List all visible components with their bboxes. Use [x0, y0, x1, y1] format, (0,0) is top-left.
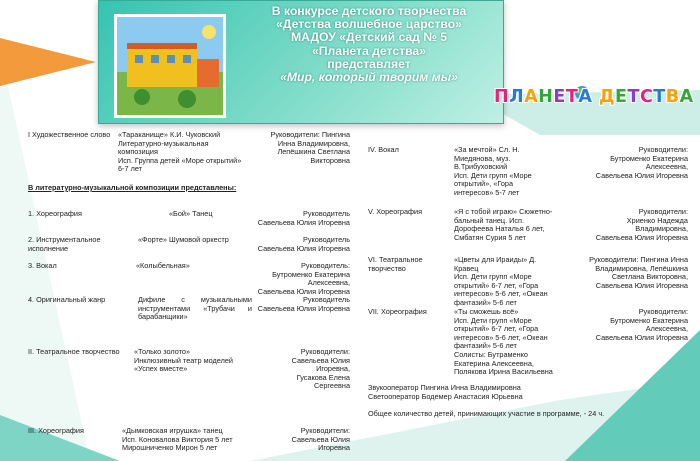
item-7-leader: Руководители: Бутроменко Екатерина Алексеевна, Савельева Юлия Игоревна	[595, 307, 688, 342]
item-1-work: «Тараканище» К.И. Чуковский Литературно-музыкальная композиция Исп. Группа детей «Море открытий» 6-7 лет	[118, 130, 242, 174]
sub-4-work: Дифиле с музыкальными инструментами «Трубачи и барабанщики»	[138, 295, 252, 322]
item-6-number: VI. Театральное творчество	[368, 255, 423, 273]
sub-4-number: 4. Оригинальный жанр	[28, 295, 106, 304]
sub-1-work: «Бой» Танец	[169, 209, 213, 218]
banner-line-2: «Детства волшебное царство»	[276, 17, 462, 32]
sub-4-leader: Руководитель Савельева Юлия Игоревна	[257, 295, 350, 313]
composition-heading: В литературно-музыкальной композиции представлены:	[28, 183, 237, 192]
item-2-number: II. Театральное творчество	[28, 347, 120, 356]
crew-credits: Звукооператор Пингина Инна Владимировна Светооператор Бодемер Анастасия Юрьевна	[368, 383, 523, 401]
sub-2-leader: Руководитель Савельева Юлия Игоревна	[257, 235, 350, 253]
item-5-work: «Я с тобой играю» Сюжетно- бальный танец. Исп. Дорофеева Наталья 6 лет, Смбатян Сурия 5 лет	[454, 207, 553, 242]
item-3-number: III. Хореография	[28, 426, 84, 435]
planeta-detstva-logo	[484, 82, 694, 112]
sub-2-work: «Форте» Шумовой оркестр	[138, 235, 229, 244]
banner-subtitle: «Мир, который творим мы»	[280, 70, 458, 85]
banner-title	[239, 5, 499, 84]
banner-line-1: В конкурсе детского творчества	[271, 4, 467, 18]
item-1-leader: Руководители: Пингина Инна Владимировна, Лепёшкина Светлана Викторовна	[270, 130, 350, 165]
sub-3-work: «Колыбельная»	[136, 261, 190, 270]
item-3-leader: Руководители: Савельева Юлия Игоревна	[291, 426, 350, 453]
kindergarten-photo	[114, 14, 226, 118]
orange-arrow-decoration	[0, 38, 96, 86]
item-3-work: «Дымковская игрушка» танец Исп. Коновалова Виктория 5 лет Мирошниченко Мирон 5 лет	[122, 426, 233, 453]
item-4-number: IV. Вокал	[368, 145, 399, 154]
sub-3-number: 3. Вокал	[28, 261, 57, 270]
logo-text: ПЛАНЕТА ДЕТСТВА	[494, 87, 694, 107]
item-6-leader: Руководители: Пингина Инна Владимировна, Лепёшкина Светлана Викторовна, Савельева Юлия Игоревна	[589, 255, 688, 290]
banner-line-5: представляет	[327, 56, 411, 71]
item-2-work: «Только золото» Инклюзивный театр моделей «Успех вместе»	[134, 347, 233, 374]
banner-line-4: «Планета детства»	[312, 43, 426, 58]
item-7-number: VII. Хореография	[368, 307, 427, 316]
item-5-number: V. Хореография	[368, 207, 423, 216]
program-left-page	[14, 122, 354, 461]
item-1-number: I Художественное слово	[28, 130, 111, 139]
item-7-work: «Ты сможешь всё» Исп. Дети групп «Море открытий» 6-7 лет, «Гора интересов» 5-6 лет, «Океан фантазий» 5-6 лет Солисты: Бутраменко Екатерина Алексеевна, Полякова Ирина Васильевна	[454, 307, 553, 377]
item-6-work: «Цветы для Ираиды» Д. Кравец Исп. Дети групп «Море открытий» 6-7 лет, «Гора интересов» 5-6 лет, «Океан фантазий» 5-6 лет	[454, 255, 548, 307]
title-banner	[98, 0, 504, 124]
sub-1-leader: Руководитель Савельева Юлия Игоревна	[257, 209, 350, 227]
item-4-leader: Руководители: Бутроменко Екатерина Алексеевна, Савельева Юлия Игоревна	[595, 145, 688, 180]
sub-1-number: 1. Хореография	[28, 209, 82, 218]
banner-line-3: МАДОУ «Детский сад № 5	[290, 30, 448, 45]
item-4-work: «За мечтой» Сл. Н. Миедянова, муз. В.Трибуховский Исп. Дети групп «Море открытий», «Гора интересов» 5-7 лет	[454, 145, 532, 197]
item-2-leader: Руководители: Савельева Юлия Игоревна, Гусакова Елена Сергеевна	[291, 347, 350, 391]
program-right-page	[362, 122, 700, 427]
item-5-leader: Руководители: Хриенко Надежда Владимировна, Савельева Юлия Игоревна	[595, 207, 688, 242]
total-participants: Общее количество детей, принимающих участие в программе, - 24 ч.	[368, 409, 605, 418]
sub-3-leader: Руководитель: Бутроменко Екатерина Алексеевна, Савельева Юлия Игоревна	[257, 261, 350, 296]
sub-2-number: 2. Инструментальное исполнение	[28, 235, 101, 253]
